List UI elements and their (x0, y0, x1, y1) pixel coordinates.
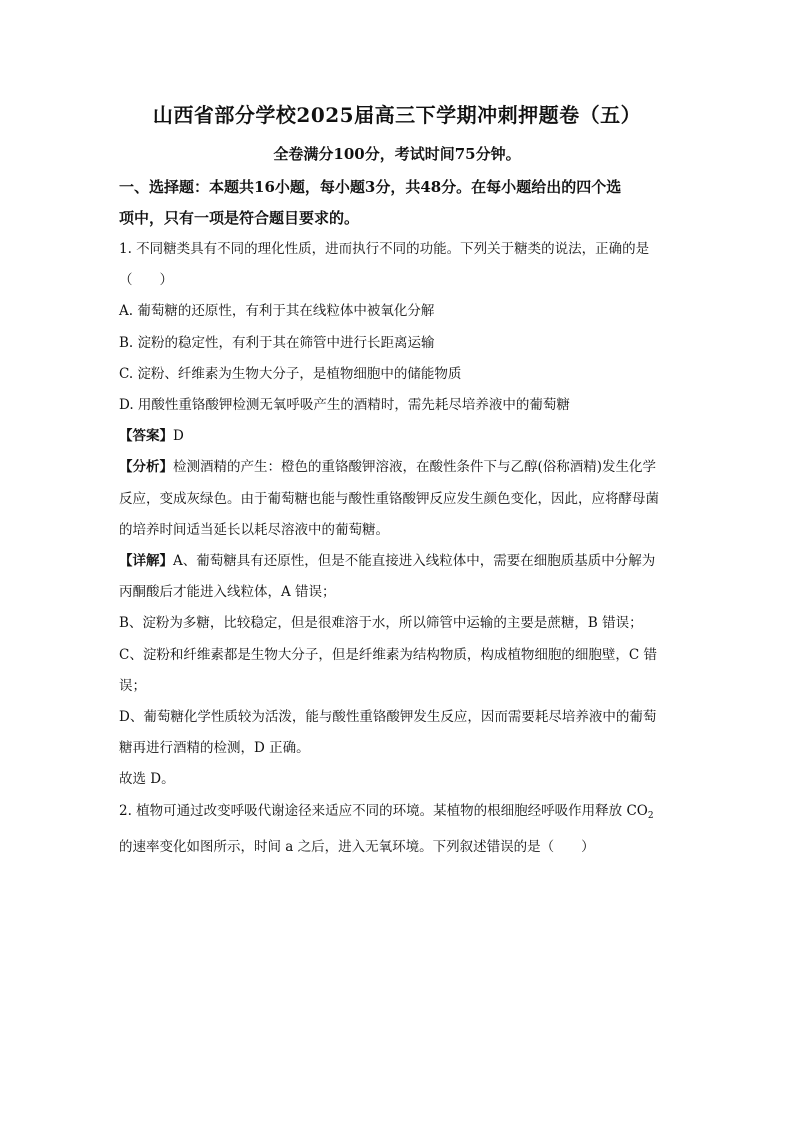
detail-line-b: B、淀粉为多糖，比较稳定，但是很难溶于水，所以筛管中运输的主要是蔗糖，B 错误； (119, 615, 643, 632)
question-1-option-d: D. 用酸性重铬酸钾检测无氧呼吸产生的酒精时，需先耗尽培养液中的葡萄糖 (119, 397, 570, 414)
section-heading-line2: 项中，只有一项是符合题目要求的。 (119, 209, 360, 227)
answer-tag: 【答案】 (119, 428, 173, 445)
question-1-option-b: B. 淀粉的稳定性，有利于其在筛管中进行长距离运输 (119, 334, 435, 351)
section-heading-line1: 一、选择题：本题共16小题，每小题3分，共48分。在每小题给出的四个选 (119, 178, 622, 196)
detail-line-d2: 糖再进行酒精的检测，D 正确。 (119, 740, 310, 757)
question-1-stem: 1. 不同糖类具有不同的理化性质，进而执行不同的功能。下列关于糖类的说法，正确的是 (119, 241, 650, 257)
question-1-paren: （ ） (119, 272, 173, 289)
exam-title: 山西省部分学校2025届高三下学期冲刺押题卷（五） (152, 103, 642, 127)
conclusion-line: 故选 D。 (119, 771, 175, 788)
detail-line-c1: C、淀粉和纤维素都是生物大分子，但是纤维素为结构物质，构成植物细胞的细胞壁，C 错 (119, 646, 657, 663)
detail-line-c2: 误； (119, 677, 146, 694)
answer-value: D (173, 428, 184, 445)
detail-text-a1: A、葡萄糖具有还原性，但是不能直接进入线粒体中，需要在细胞质基质中分解为 (173, 553, 656, 570)
analysis-line-3: 的培养时间适当延长以耗尽溶液中的葡萄糖。 (119, 521, 389, 538)
analysis-line-1 (119, 452, 679, 483)
co2-subscript: 2 (647, 810, 654, 821)
detail-tag: 【详解】 (119, 553, 173, 570)
analysis-line-2: 反应，变成灰绿色。由于葡萄糖也能与酸性重铬酸钾反应发生颜色变化，因此，应将酵母菌 (119, 490, 659, 507)
question-2-stem-line1 (119, 796, 679, 832)
exam-body (119, 172, 679, 863)
detail-line-d1: D、葡萄糖化学性质较为活泼，能与酸性重铬酸钾发生反应，因而需要耗尽培养液中的葡萄 (119, 709, 657, 726)
exam-subtitle: 全卷满分100分，考试时间75分钟。 (273, 145, 521, 163)
detail-line-a1 (119, 546, 679, 577)
question-1-option-c: C. 淀粉、纤维素为生物大分子，是植物细胞中的储能物质 (119, 365, 462, 382)
question-2-stem-text1: 2. 植物可通过改变呼吸代谢途径来适应不同的环境。某植物的根细胞经呼吸作用释放 CO (119, 802, 648, 819)
question-1-option-a: A. 葡萄糖的还原性，有利于其在线粒体中被氧化分解 (119, 303, 435, 320)
analysis-tag: 【分析】 (119, 459, 173, 476)
question-2-stem-line2: 的速率变化如图所示，时间 a 之后，进入无氧环境。下列叙述错误的是（ ） (119, 838, 595, 855)
analysis-text-1: 检测酒精的产生：橙色的重铬酸钾溶液，在酸性条件下与乙醇(俗称酒精)发生化学 (173, 459, 657, 476)
answer-line (119, 421, 679, 452)
detail-line-a2: 丙酮酸后才能进入线粒体，A 错误； (119, 584, 336, 601)
